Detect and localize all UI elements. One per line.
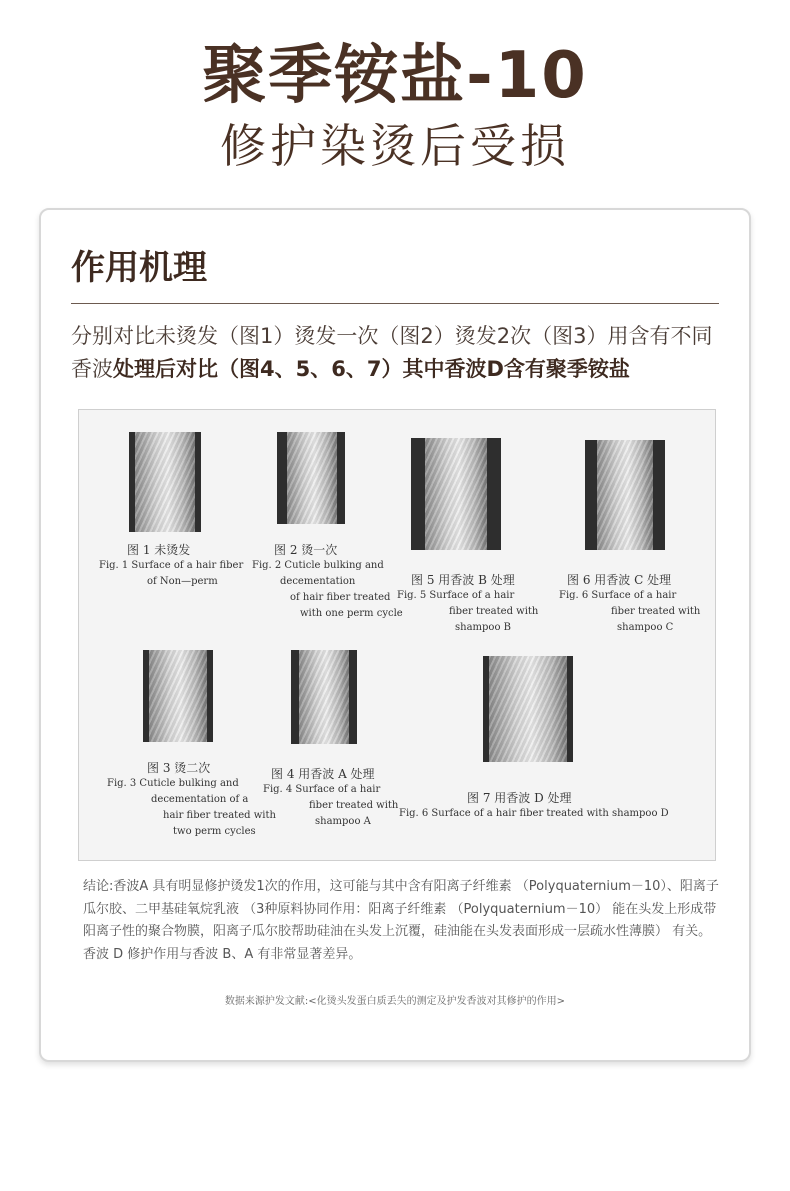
hair-fiber-photo-7 bbox=[483, 656, 573, 762]
hair-fiber-photo-5 bbox=[411, 438, 501, 550]
hair-fiber-photo-2 bbox=[277, 432, 345, 524]
intro-bold: 处理后对比（图4、5、6、7）其中香波D含有聚季铵盐 bbox=[113, 357, 630, 381]
conclusion-text: 结论:香波A 具有明显修护烫发1次的作用，这可能与其中含有阳离子纤维素 （Polyquaternium－10）、阳离子瓜尔胶、二甲基硅氧烷乳液 （3种原料协同作用：阳离子纤维素 （Polyquaternium－10） 能在头发上形成带阳离子性的聚合物膜，阳离子瓜尔胶帮助硅油在头发上沉覆，硅油能在头发表面形成一层疏水性薄膜） 有关。香波 D 修护作用与香波 B、A 有非常显著差异。 bbox=[83, 879, 719, 962]
figure-caption-4: 图 4 用香波 A 处理 Fig. 4 Surface of a hair fiber treated with shampoo A bbox=[263, 767, 399, 827]
figure-caption-3: 图 3 烫二次 Fig. 3 Cuticle bulking and decementation of a hair fiber treated with two perm cycles bbox=[107, 761, 276, 837]
hair-fiber-photo-6 bbox=[585, 440, 665, 550]
figure-caption-2: 图 2 烫一次 Fig. 2 Cuticle bulking and decementation of hair fiber treated with one perm cycle bbox=[252, 543, 403, 619]
figure-caption-7: 图 7 用香波 D 处理 Fig. 6 Surface of a hair fiber treated with shampoo D bbox=[399, 791, 669, 819]
mechanism-card bbox=[39, 208, 751, 1062]
page-subtitle: 修护染烫后受损 bbox=[220, 119, 570, 173]
hair-fiber-photo-3 bbox=[143, 650, 213, 742]
intro-plain: 分别对比未烫发（图1）烫发一次（图2）烫发2次（图3）用含有不同香波 bbox=[71, 324, 713, 381]
section-heading: 作用机理 bbox=[71, 248, 207, 288]
hair-fiber-photo-1 bbox=[129, 432, 201, 532]
page-title: 聚季铵盐-10 bbox=[202, 39, 588, 113]
intro-text bbox=[71, 320, 731, 386]
section-divider bbox=[71, 303, 719, 304]
figure-caption-5: 图 5 用香波 B 处理 Fig. 5 Surface of a hair fiber treated with shampoo B bbox=[397, 573, 539, 633]
source-note: 数据来源护发文献:<化烫头发蛋白质丢失的测定及护发香波对其修护的作用> bbox=[224, 996, 566, 1007]
figure-caption-6: 图 6 用香波 C 处理 Fig. 6 Surface of a hair fiber treated with shampoo C bbox=[559, 573, 701, 633]
figure-panel bbox=[78, 409, 716, 861]
figure-caption-1: 图 1 未烫发 Fig. 1 Surface of a hair fiber of Non—perm bbox=[99, 543, 244, 587]
hair-fiber-photo-4 bbox=[291, 650, 357, 744]
